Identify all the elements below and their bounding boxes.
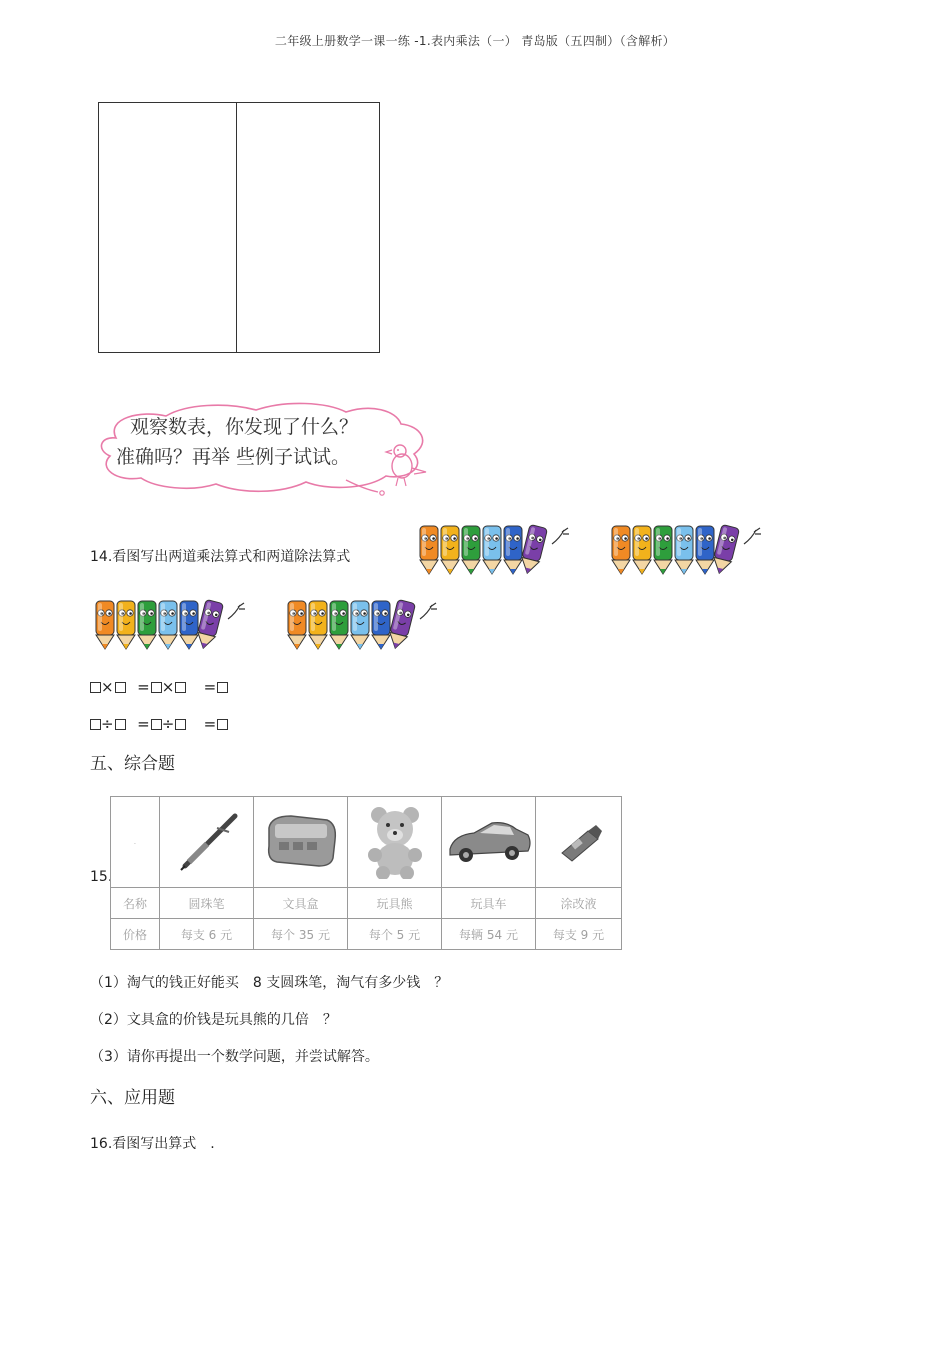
waving-arm-icon	[552, 528, 569, 544]
pencil-icon	[696, 526, 714, 574]
pencil-case-icon	[261, 806, 341, 876]
item-name: 玩具熊	[348, 888, 442, 919]
item-name: 涂改液	[536, 888, 622, 919]
section-6-title: 六、应用题	[90, 1088, 175, 1108]
pencil-icon	[420, 526, 438, 574]
corner-cell: ·	[111, 797, 160, 888]
answer-box[interactable]	[217, 719, 228, 730]
waving-arm-icon	[420, 603, 437, 619]
item-image-cell	[442, 797, 536, 888]
pencil-icon	[159, 601, 177, 649]
bird-icon	[386, 445, 426, 486]
question-16-prompt: 16.看图写出算式 .	[90, 1136, 215, 1152]
empty-table-grid	[98, 102, 380, 353]
pencil-group-4	[280, 597, 440, 653]
question-15-sub-1: （1）淘气的钱正好能买 8 支圆珠笔，淘气有多少钱 ？	[90, 975, 449, 991]
answer-box[interactable]	[175, 719, 186, 730]
pencil-icon	[351, 601, 369, 649]
page-header: 二年级上册数学一课一练 -1.表内乘法（一） 青岛版（五四制）（含解析）	[274, 34, 676, 48]
pencil-icon	[180, 601, 198, 649]
answer-box[interactable]	[90, 719, 101, 730]
item-image-cell	[348, 797, 442, 888]
item-name: 文具盒	[254, 888, 348, 919]
pencil-icon	[117, 601, 135, 649]
answer-box[interactable]	[90, 682, 101, 693]
row-label-price: 价格	[111, 919, 160, 950]
pencils-icon	[280, 597, 440, 653]
question-15-sub-3: （3）请你再提出一个数学问题，并尝试解答。	[90, 1049, 379, 1065]
question-15-sub-2: （2）文具盒的价钱是玩具熊的几倍 ？	[90, 1012, 337, 1028]
waving-arm-icon	[744, 528, 761, 544]
answer-box[interactable]	[115, 682, 126, 693]
toy-car-icon	[446, 811, 532, 871]
item-image-cell	[160, 797, 254, 888]
answer-box[interactable]	[151, 682, 162, 693]
question-14-prompt: 14.看图写出两道乘法算式和两道除法算式	[90, 549, 351, 565]
pencil-icon	[288, 601, 306, 649]
pencil-icon	[675, 526, 693, 574]
pencil-icon	[194, 599, 223, 650]
pencil-icon	[654, 526, 672, 574]
answer-box[interactable]	[151, 719, 162, 730]
pencils-icon	[604, 522, 764, 578]
item-price: 每个 5 元	[348, 919, 442, 950]
pencil-group-1	[412, 522, 572, 578]
teddy-bear-icon	[355, 803, 435, 879]
pencil-icon	[710, 524, 739, 575]
pencil-icon	[138, 601, 156, 649]
pencils-icon	[412, 522, 572, 578]
answer-box[interactable]	[217, 682, 228, 693]
waving-arm-icon	[228, 603, 245, 619]
pencils-icon	[88, 597, 248, 653]
pencil-icon	[372, 601, 390, 649]
item-image-cell	[536, 797, 622, 888]
bubble-text-line1: 观察数表，你发现了什么？	[130, 416, 359, 438]
pencil-group-3	[88, 597, 248, 653]
answer-box[interactable]	[175, 682, 186, 693]
row-label-name: 名称	[111, 888, 160, 919]
item-name: 玩具车	[442, 888, 536, 919]
pencil-icon	[441, 526, 459, 574]
pencil-icon	[612, 526, 630, 574]
pencil-icon	[309, 601, 327, 649]
pencil-icon	[386, 599, 415, 650]
pencil-icon	[504, 526, 522, 574]
pencil-icon	[462, 526, 480, 574]
answer-box[interactable]	[115, 719, 126, 730]
multiplication-equation-blanks: × = × =	[90, 678, 228, 696]
pencil-icon	[96, 601, 114, 649]
item-name: 圆珠笔	[160, 888, 254, 919]
section-5-title: 五、综合题	[90, 754, 175, 774]
pencil-icon	[483, 526, 501, 574]
item-price: 每辆 54 元	[442, 919, 536, 950]
grid-divider	[236, 103, 237, 352]
pencil-icon	[633, 526, 651, 574]
correction-fluid-icon	[544, 811, 614, 871]
pencil-group-2	[604, 522, 764, 578]
pencil-icon	[330, 601, 348, 649]
bubble-text-line2: 准确吗？再举 些例子试试。	[116, 446, 351, 468]
pen-icon	[167, 806, 247, 876]
item-price: 每个 35 元	[254, 919, 348, 950]
item-price: 每支 9 元	[536, 919, 622, 950]
question-15-number: 15.	[90, 869, 113, 885]
division-equation-blanks: ÷ = ÷ =	[90, 715, 228, 733]
item-image-cell	[254, 797, 348, 888]
pencil-icon	[518, 524, 547, 575]
price-table	[110, 796, 622, 950]
item-price: 每支 6 元	[160, 919, 254, 950]
